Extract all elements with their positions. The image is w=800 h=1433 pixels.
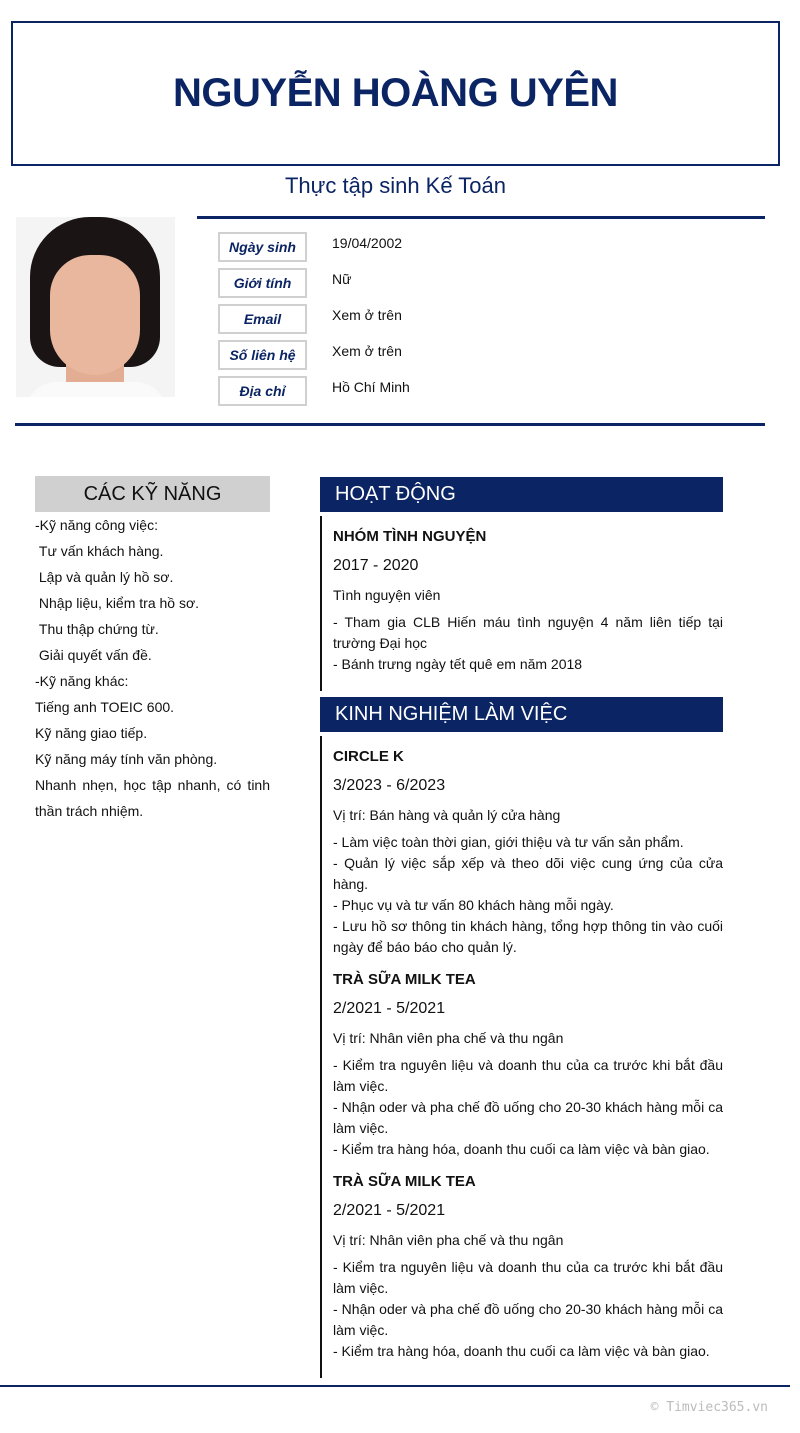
skill-item: Nhanh nhẹn, học tập nhanh, có tinh thần trách nhiệm. [35,777,274,819]
entry [333,970,723,1160]
entry-title: NHÓM TÌNH NGUYỆN [333,528,487,545]
info-value: Xem ở trên [332,307,402,323]
entry-title: TRÀ SỮA MILK TEA [333,971,476,988]
description-line: - Kiểm tra nguyên liệu và doanh thu của ca trước khi bắt đầu làm việc. [333,1057,723,1094]
skill-item: Tiếng anh TOEIC 600. [35,699,175,715]
job-title-wrap [13,173,778,199]
info-row [218,304,618,334]
info-row [218,376,618,406]
footer-divider [0,1385,790,1387]
description-line: - Làm việc toàn thời gian, giới thiệu và tư vấn sản phẩm. [333,834,684,850]
description-line: - Bánh trưng ngày tết quê em năm 2018 [333,656,583,672]
profile-photo [16,217,175,397]
info-value: 19/04/2002 [332,235,403,251]
section-body [320,736,723,1378]
description-line: - Nhận oder và pha chế đồ uống cho 20-30 khách hàng mỗi ca làm việc. [333,1099,723,1136]
main-column [320,477,723,1384]
divider [197,216,765,219]
skill-item: Kỹ năng máy tính văn phòng. [35,751,218,767]
description-line: - Nhận oder và pha chế đồ uống cho 20-30 khách hàng mỗi ca làm việc. [333,1301,723,1338]
info-label: Địa chỉ [218,376,307,406]
info-value: Nữ [332,271,352,287]
section-body [320,516,723,691]
entry-role: Vị trí: Nhân viên pha chế và thu ngân [333,1232,564,1248]
entry-date: 3/2023 - 6/2023 [333,777,446,794]
info-row [218,232,618,262]
entry-date: 2/2021 - 5/2021 [333,1202,446,1219]
skill-item: Tư vấn khách hàng. [35,543,164,559]
skills-list [35,512,274,824]
entry-title: CIRCLE K [333,748,404,765]
entry-description [333,832,723,958]
entry [333,527,723,675]
divider [15,423,765,426]
info-row [218,340,618,370]
entry-role: Vị trí: Bán hàng và quản lý cửa hàng [333,807,561,823]
entry-description [333,1055,723,1160]
skill-item: Thu thập chứng từ. [35,621,159,637]
description-line: - Tham gia CLB Hiến máu tình nguyện 4 năm liên tiếp tại trường Đại học [333,614,723,651]
header-box [11,21,780,198]
entry-date: 2/2021 - 5/2021 [333,1000,446,1017]
skill-item: Lập và quản lý hồ sơ. [35,569,174,585]
entry-title: TRÀ SỮA MILK TEA [333,1173,476,1190]
description-line: - Phục vụ và tư vấn 80 khách hàng mỗi ngày. [333,897,614,913]
entry [333,747,723,958]
skills-heading: CÁC KỸ NĂNG [35,476,270,512]
entry-date: 2017 - 2020 [333,557,419,574]
skill-item: Nhập liệu, kiểm tra hồ sơ. [35,595,200,611]
description-line: - Kiểm tra nguyên liệu và doanh thu của ca trước khi bắt đầu làm việc. [333,1259,723,1296]
section-heading: HOẠT ĐỘNG [320,477,723,512]
description-line: - Kiểm tra hàng hóa, doanh thu cuối ca làm việc và bàn giao. [333,1343,710,1359]
description-line: - Quản lý việc sắp xếp và theo dõi việc cung ứng của cửa hàng. [333,855,723,892]
entry-description [333,612,723,675]
entry-role: Tình nguyện viên [333,587,441,603]
watermark: © Timviec365.vn [650,1400,768,1415]
skill-item: Giải quyết vấn đề. [35,647,152,663]
entry-description [333,1257,723,1362]
skill-item: Kỹ năng giao tiếp. [35,725,148,741]
info-label: Email [218,304,307,334]
job-title: Thực tập sinh Kế Toán [275,173,516,198]
info-label: Ngày sinh [218,232,307,262]
info-label: Giới tính [218,268,307,298]
candidate-name: NGUYỄN HOÀNG UYÊN [173,71,618,115]
skill-item: -Kỹ năng công việc: [35,517,158,533]
info-row [218,268,618,298]
section-heading: KINH NGHIỆM LÀM VIỆC [320,697,723,732]
info-value: Hồ Chí Minh [332,379,410,395]
info-label: Số liên hệ [218,340,307,370]
info-value: Xem ở trên [332,343,402,359]
entry [333,1172,723,1362]
entry-role: Vị trí: Nhân viên pha chế và thu ngân [333,1030,564,1046]
description-line: - Lưu hồ sơ thông tin khách hàng, tổng hợp thông tin vào cuối ngày để báo báo cho quản lý. [333,918,723,955]
description-line: - Kiểm tra hàng hóa, doanh thu cuối ca làm việc và bàn giao. [333,1141,710,1157]
skills-column [35,476,274,824]
skill-item: -Kỹ năng khác: [35,673,129,689]
